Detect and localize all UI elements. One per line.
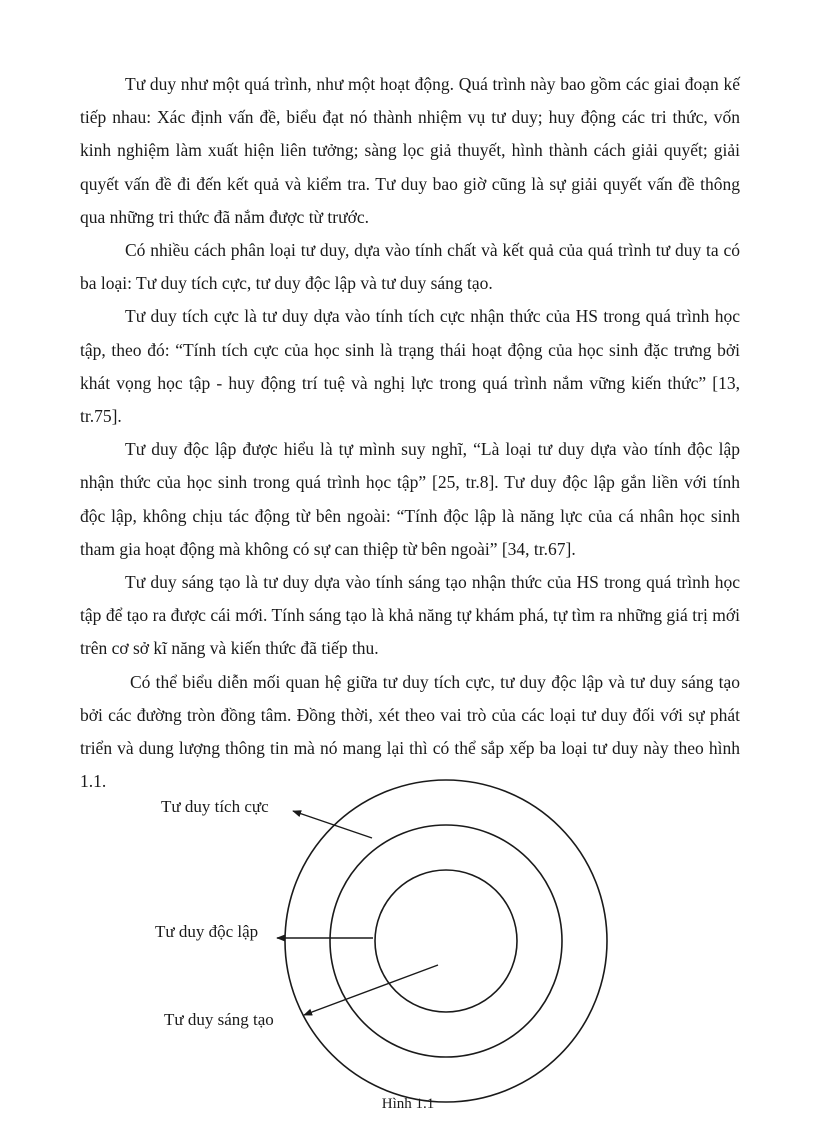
paragraph-thinking-process: Tư duy như một quá trình, như một hoạt động. Quá trình này bao gồm các giai đoạn kế tiếp nhau: Xác định vấn đề, biểu đạt nó thành nhiệm vụ tư duy; huy động các tri thức, vốn kinh nghiệm làm xuất hiện liên tưởng; sàng lọc giả thuyết, hình thành cách giải quyết; giải quyết vấn đề đi đến kết quả và kiểm tra. Tư duy bao giờ cũng là sự giải quyết vấn đề thông qua những tri thức đã nắm được từ trước. — [80, 74, 740, 227]
arrow-active-thinking — [293, 811, 372, 838]
arrow-creative-thinking — [304, 965, 438, 1015]
paragraph-thinking-classification: Có nhiều cách phân loại tư duy, dựa vào tính chất và kết quả của quá trình tư duy ta có ba loại: Tư duy tích cực, tư duy độc lập và tư duy sáng tạo. — [80, 240, 740, 294]
figure-caption: Hình 1.1 — [381, 1096, 435, 1112]
paragraph-concentric-relation: Có thể biểu diễn mối quan hệ giữa tư duy tích cực, tư duy độc lập và tư duy sáng tạo bởi các đường tròn đồng tâm. Đồng thời, xét theo vai trò của các loại tư duy đối với sự phát triển và dung lượng thông tin mà nó mang lại thì có thể sắp xếp ba loại tư duy này theo hình 1.1. — [80, 671, 740, 792]
inner-circle — [375, 870, 517, 1012]
document-body — [80, 68, 740, 798]
label-creative-thinking: Tư duy sáng tạo — [164, 1010, 274, 1029]
paragraph-independent-thinking: Tư duy độc lập được hiểu là tự mình suy nghĩ, “Là loại tư duy dựa vào tính độc lập nhận thức của học sinh trong quá trình học tập” [25, tr.8]. Tư duy độc lập gắn liền với tính độc lập, không chịu tác động từ bên ngoài: “Tính độc lập là năng lực của cá nhân học sinh tham gia hoạt động mà không có sự can thiệp từ bên ngoài” [34, tr.67]. — [80, 439, 740, 559]
middle-circle — [330, 825, 562, 1057]
outer-circle — [285, 780, 607, 1102]
label-active-thinking: Tư duy tích cực — [161, 797, 269, 816]
label-independent-thinking: Tư duy độc lập — [155, 922, 259, 941]
paragraph-active-thinking: Tư duy tích cực là tư duy dựa vào tính tích cực nhận thức của HS trong quá trình học tập, theo đó: “Tính tích cực của học sinh là trạng thái hoạt động của học sinh đặc trưng bởi khát vọng học tập - huy động trí tuệ và nghị lực trong quá trình nắm vững kiến thức” [13, tr.75]. — [80, 306, 740, 427]
paragraph-creative-thinking: Tư duy sáng tạo là tư duy dựa vào tính sáng tạo nhận thức của HS trong quá trình học tập để tạo ra được cái mới. Tính sáng tạo là khả năng tự khám phá, tự tìm ra những giá trị mới trên cơ sở kĩ năng và kiến thức đã tiếp thu. — [80, 572, 740, 659]
